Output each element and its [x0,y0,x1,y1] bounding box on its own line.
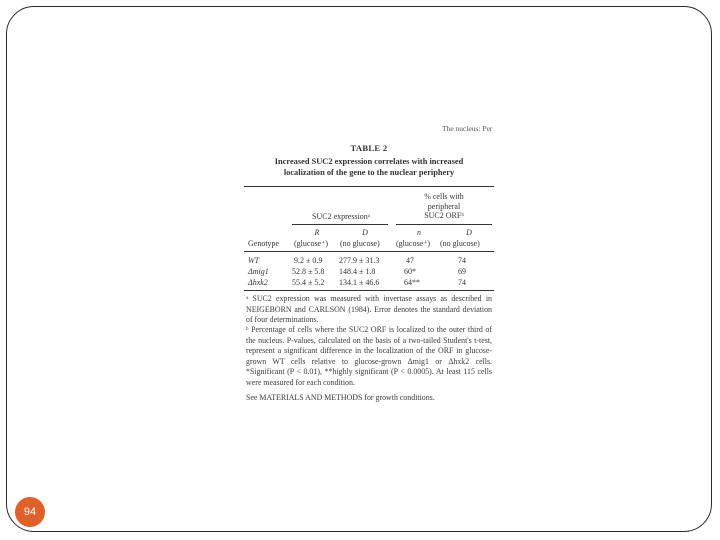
table-bottom-rule [244,290,494,291]
footnote-a: ᵃ SUC2 expression was measured with invertase assays as described in NEIGEBORN and CARLSON (1984). Error denotes the standard deviation of four determinations. [246,294,492,324]
caption-line: localization of the gene to the nuclear periphery [283,167,455,177]
column-header: (glucose⁺) [294,239,328,248]
header-rule [244,251,494,252]
group-header-line: SUC2 ORFᵇ [424,211,464,221]
table-top-rule [244,186,494,187]
cell-value: 60* [404,267,416,276]
subheader-D2: D [466,228,472,237]
column-header: (no glucose) [340,239,380,248]
cell-genotype: Δmig1 [248,267,269,276]
cell-value: 277.9 ± 31.3 [339,256,380,265]
footnote-b: ᵇ Percentage of cells where the SUC2 ORF is localized to the outer third of the nucleus. P-values, calculated on the basis of a two-tailed Student's t-test, represent a significant difference in the localization of the ORF in glucose-grown WT cells relative to glucose-grown Δmig1 or Δhxk2 cells. *Significant (P < 0.01), **highly significant (P < 0.0005). At least 115 cells were measured for each condition. [246,325,492,387]
cell-value: 64** [404,278,420,287]
running-header: The nucleus: Per [442,124,493,133]
subheader-D: D [362,228,368,237]
page-number-badge: 94 [15,497,45,527]
caption-line: Increased SUC2 expression correlates with increased [274,157,464,166]
cell-genotype: Δhxk2 [248,278,268,287]
table-caption [244,157,494,179]
group-header-line: % cells with [424,192,464,201]
subheader-n: n [417,228,421,237]
column-header: (glucose⁺) [396,239,430,248]
group-header-line: peripheral [427,201,461,211]
cell-value: 74 [458,278,466,287]
cell-value: 55.4 ± 5.2 [292,278,325,287]
group-rule-right [396,224,492,225]
cell-value: 47 [406,256,414,265]
group-header-right [394,192,494,221]
subheader-R: R [314,228,320,237]
cell-value: 52.8 ± 5.8 [292,267,325,276]
cell-value: 134.1 ± 46.6 [339,278,380,287]
group-header-left: SUC2 expressionᵃ [312,212,370,221]
column-header-genotype: Genotype [248,239,280,248]
group-rule-left [292,224,388,225]
column-header: (no glucose) [440,239,480,248]
cell-value: 74 [458,256,466,265]
cell-value: 69 [458,267,466,276]
cell-value: 9.2 ± 0.9 [294,256,323,265]
cell-value: 148.4 ± 1.8 [339,267,376,276]
table-title: TABLE 2 [350,143,388,153]
cell-genotype: WT [248,256,260,265]
scanned-table-figure [244,120,514,410]
footnote-c: See MATERIALS AND METHODS for growth conditions. [246,393,435,402]
